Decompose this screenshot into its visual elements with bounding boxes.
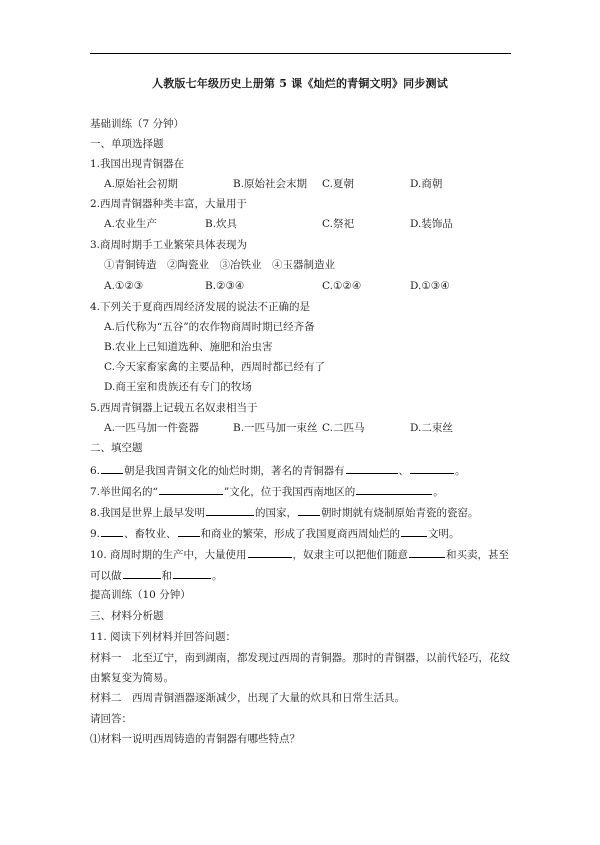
q1-option-b: B.原始社会末期	[233, 178, 308, 190]
q3-option-b: B.②③④	[205, 280, 245, 292]
q4-stem: 4.下列关于夏商西周经济发展的说法不正确的是	[90, 301, 311, 313]
blank-field[interactable]	[159, 482, 223, 495]
q5-option-b: B.一匹马加一束丝	[233, 422, 318, 434]
fill-q8: 8.我国是世界上最早发明 的国家， 朝时期就有烧制原始青瓷的瓷窑。	[90, 503, 479, 521]
material-2: 材料二 西周青铜酒器逐渐减少，出现了大量的炊具和日常生活具。	[90, 692, 405, 704]
q4-option-a: A.后代称为“五谷”的农作物商周时期已经齐备	[104, 321, 315, 333]
q1-option-c: C.夏朝	[322, 178, 354, 190]
part1-heading: 一、单项选择题	[90, 138, 164, 150]
q4-option-d: D.商王室和贵族还有专门的牧场	[104, 381, 252, 393]
blank-field[interactable]	[101, 524, 123, 537]
part2-heading: 二、填空题	[90, 442, 143, 454]
material-1-line2: 由繁复变为简易。	[90, 672, 174, 684]
q3-option-c: C.①②④	[322, 280, 362, 292]
blank-field[interactable]	[123, 566, 161, 579]
section-basic: 基础训练（7 分钟）	[90, 118, 185, 130]
blank-field[interactable]	[173, 566, 211, 579]
blank-field[interactable]	[248, 545, 292, 558]
q3-option-d: D.①③④	[410, 280, 450, 292]
blank-field[interactable]	[409, 545, 445, 558]
blank-field[interactable]	[410, 461, 454, 474]
q5-option-d: D.二束丝	[410, 422, 453, 434]
q3-stem: 3.商周时期手工业繁荣具体表现为	[90, 239, 248, 251]
fill-q10-line1: 10. 商周时期的生产中，大量使用 ，奴隶主可以把他们随意 和买卖，甚至	[90, 545, 509, 563]
q2-stem: 2.西周青铜器种类丰富，大量用于	[90, 198, 248, 210]
q1-option-d: D.商朝	[410, 178, 443, 190]
blank-field[interactable]	[356, 482, 432, 495]
blank-field[interactable]	[401, 524, 427, 537]
fill-q7: 7.举世闻名的“ ”文化，位于我国西南地区的 。	[90, 482, 444, 500]
q2-option-a: A.农业生产	[104, 218, 157, 230]
q5-stem: 5.西周青铜器上记载五名奴隶相当于	[90, 402, 258, 414]
fill-q6: 6. 朝是我国青铜文化的灿烂时期，著名的青铜器有 、 。	[90, 461, 466, 479]
blank-field[interactable]	[206, 503, 254, 516]
q1-stem: 1.我国出现青铜器在	[90, 158, 185, 170]
blank-field[interactable]	[298, 503, 320, 516]
section-advanced: 提高训练（10 分钟）	[90, 589, 191, 601]
q1-option-a: A.原始社会初期	[104, 178, 178, 190]
q5-option-c: C.二匹马	[322, 422, 365, 434]
q2-option-b: B.炊具	[205, 218, 238, 230]
q2-option-d: D.装饰品	[410, 218, 453, 230]
material-1-line1: 材料一 北至辽宁，南到湖南，都发现过西周的青铜器。那时的青铜器，以前代轻巧，花纹	[90, 652, 510, 664]
blank-field[interactable]	[178, 524, 200, 537]
page-title: 人教版七年级历史上册第 5 课《灿烂的青铜文明》同步测试	[152, 77, 448, 90]
part3-heading: 三、材料分析题	[90, 610, 164, 622]
q11-stem: 11. 阅读下列材料并回答问题：	[90, 631, 237, 643]
q4-option-c: C.今天家畜家禽的主要品种，西周时都已经有了	[104, 361, 325, 373]
fill-q9: 9. 、畜牧业、 和商业的繁荣，形成了我国夏商西周灿烂的 文明。	[90, 524, 460, 542]
blank-field[interactable]	[101, 461, 123, 474]
sub-question-1: ⑴材料一说明西周铸造的青铜器有哪些特点？	[90, 733, 300, 745]
q4-option-b: B.农业上已知道选种、施肥和治虫害	[104, 341, 273, 353]
q3-items: ①青铜铸造 ②陶瓷业 ③冶铁业 ④玉器制造业	[104, 259, 335, 271]
top-rule	[90, 53, 511, 54]
question-prompt: 请回答：	[90, 713, 132, 725]
q3-option-a: A.①②③	[104, 280, 144, 292]
q2-option-c: C.祭祀	[322, 218, 354, 230]
blank-field[interactable]	[346, 461, 398, 474]
q5-option-a: A.一匹马加一件瓷器	[104, 422, 199, 434]
fill-q10-line2: 可以做 和 。	[90, 566, 223, 584]
